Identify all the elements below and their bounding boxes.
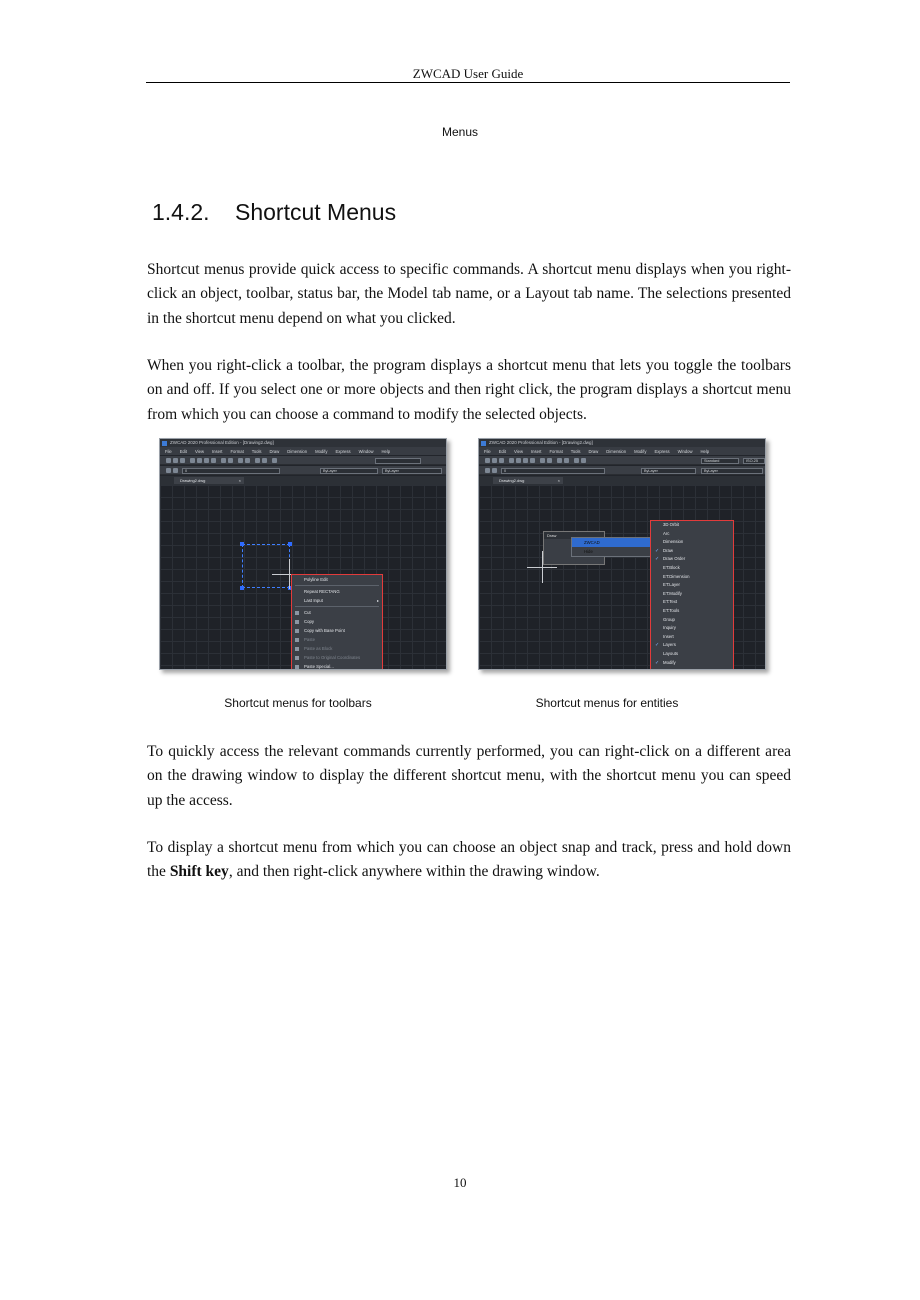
toolbar-toggle-label: Layouts xyxy=(663,650,679,656)
layer-manager-icon[interactable] xyxy=(166,468,171,473)
context-menu-item-label: Repeat RECTANG xyxy=(304,589,340,594)
text-style-combo[interactable] xyxy=(375,458,421,464)
grip[interactable] xyxy=(288,542,292,546)
document-tabs xyxy=(479,476,765,485)
menu-view[interactable]: View xyxy=(513,448,523,454)
context-menu-item[interactable] xyxy=(292,653,382,662)
context-menu-item[interactable] xyxy=(292,596,382,605)
close-icon[interactable]: × xyxy=(238,478,241,483)
toolbar-toggle-label: Insert xyxy=(663,633,674,639)
figure-caption-entities: Shortcut menus for entities xyxy=(535,696,679,710)
check-icon: ✓ xyxy=(655,556,660,563)
toolbar-toggle-item[interactable] xyxy=(651,590,733,599)
print-icon[interactable] xyxy=(509,458,514,463)
document-tabs xyxy=(160,476,446,485)
save-icon[interactable] xyxy=(499,458,504,463)
context-menu-item[interactable] xyxy=(292,608,382,617)
toolbar-toggle-item[interactable] xyxy=(651,547,733,556)
menu-draw[interactable]: Draw xyxy=(588,448,599,454)
context-menu-item-label: Cut xyxy=(304,610,311,615)
copy-icon[interactable] xyxy=(204,458,209,463)
redo-icon[interactable] xyxy=(547,458,552,463)
object-context-menu xyxy=(291,574,383,670)
section-title: Shortcut Menus xyxy=(235,199,397,225)
standard-toolbar xyxy=(160,456,446,465)
floating-toolbar-title: Draw xyxy=(544,532,604,539)
toolbar-list-menu xyxy=(650,520,734,670)
drawing-canvas[interactable] xyxy=(479,485,765,670)
menu-format[interactable]: Format xyxy=(230,448,244,454)
toolbar-toggle-item[interactable] xyxy=(651,624,733,633)
layer-toolbar xyxy=(479,466,765,475)
header-rule xyxy=(146,82,790,83)
toolbar-toggle-label: Arc xyxy=(663,530,670,536)
zoom-icon[interactable] xyxy=(564,458,569,463)
menu-file[interactable]: File xyxy=(165,448,172,454)
design-center-icon[interactable] xyxy=(581,458,586,463)
linetype-combo[interactable]: ByLayer xyxy=(701,468,763,474)
layer-state-icon[interactable] xyxy=(492,468,497,473)
toolbar-toggle-item[interactable] xyxy=(651,521,733,530)
design-center-icon[interactable] xyxy=(262,458,267,463)
zoom-icon[interactable] xyxy=(245,458,250,463)
cut-icon[interactable] xyxy=(516,458,521,463)
context-menu-item-label: Copy with Base Point xyxy=(304,628,345,633)
menu-view[interactable]: View xyxy=(194,448,204,454)
context-menu-item[interactable] xyxy=(292,575,382,584)
toolbar-toggle-item[interactable] xyxy=(651,573,733,582)
toolbar-toggle-label: ET:Dimension xyxy=(663,573,690,579)
drawing-canvas[interactable] xyxy=(160,485,446,670)
toolbar-toggle-item[interactable] xyxy=(651,616,733,625)
menu-file[interactable]: File xyxy=(484,448,491,454)
menu-format[interactable]: Format xyxy=(549,448,563,454)
menu-item-icon xyxy=(295,620,299,624)
menu-modify[interactable]: Modify xyxy=(634,448,647,454)
context-menu-item-label: Paste to Original Coordinates xyxy=(304,655,361,660)
paragraph-1: Shortcut menus provide quick access to specific commands. A shortcut menu displays when you right-click an object, toolbar, status bar, the Model tab name, or a Layout tab name. The selections presented in the shortcut menu depend on what you clicked. xyxy=(147,261,791,327)
print-icon[interactable] xyxy=(190,458,195,463)
page-number: 10 xyxy=(453,1175,467,1190)
menu-draw[interactable]: Draw xyxy=(269,448,280,454)
properties-icon[interactable] xyxy=(574,458,579,463)
context-menu-item-label: Copy xyxy=(304,619,315,624)
toolbar-toggle-label: Dimension xyxy=(663,539,684,545)
menu-separator xyxy=(295,585,379,586)
toolbar-toggle-label: ET:Layer xyxy=(663,582,680,588)
undo-icon[interactable] xyxy=(540,458,545,463)
toolbar-toggle-label: ET:Text xyxy=(663,599,678,605)
save-icon[interactable] xyxy=(180,458,185,463)
context-menu-item[interactable] xyxy=(292,644,382,653)
toolbar-toggle-item[interactable] xyxy=(651,581,733,590)
menu-bar xyxy=(479,447,765,455)
toolbar-toggle-label: Inquiry xyxy=(663,625,676,631)
section-number: 1.4.2. xyxy=(152,199,210,225)
context-menu-item[interactable] xyxy=(292,587,382,596)
paragraph-4 xyxy=(147,836,791,885)
toolbar-toggle-label: ET:Tools xyxy=(663,607,680,613)
pan-icon[interactable] xyxy=(557,458,562,463)
color-combo[interactable]: ByLayer xyxy=(320,468,378,474)
paragraph-2: When you right-click a toolbar, the program displays a shortcut menu that lets you toggle the toolbars on and off. If you select one or more objects and then right click, the program displays a shortcut menu from which you can choose a command to modify the selected objects. xyxy=(147,357,791,423)
menu-edit[interactable]: Edit xyxy=(179,448,187,454)
context-menu-item[interactable] xyxy=(292,626,382,635)
submenu-item[interactable] xyxy=(572,538,650,547)
linetype-combo[interactable]: ByLayer xyxy=(382,468,442,474)
window-title-bar xyxy=(160,439,446,447)
menu-item-icon xyxy=(295,638,299,642)
copy-icon[interactable] xyxy=(523,458,528,463)
menu-item-icon xyxy=(295,656,299,660)
toolbar-toggle-item[interactable] xyxy=(651,555,733,564)
context-menu-item-label: Paste as Block xyxy=(304,646,333,651)
app-logo-icon xyxy=(481,441,486,446)
submenu-arrow-icon: ▸ xyxy=(376,598,379,603)
dim-style-combo[interactable]: ISO-25 xyxy=(743,458,765,464)
menu-window[interactable]: Window xyxy=(677,448,693,454)
context-menu-item-label: Paste xyxy=(304,637,315,642)
menu-edit[interactable]: Edit xyxy=(498,448,506,454)
menu-modify[interactable]: Modify xyxy=(315,448,328,454)
section-heading xyxy=(152,199,396,226)
toolbar-toggle-label: Draw Order xyxy=(663,556,686,562)
menu-dimension[interactable]: Dimension xyxy=(287,448,308,454)
menu-bar xyxy=(160,447,446,455)
tab-drawing2[interactable] xyxy=(174,477,244,484)
toolbar-toggle-item[interactable] xyxy=(651,633,733,642)
open-icon[interactable] xyxy=(492,458,497,463)
figure-toolbar-shortcut-menu xyxy=(159,438,447,670)
selected-rectangle[interactable] xyxy=(242,544,290,588)
layer-combo[interactable]: 0 xyxy=(501,468,605,474)
toolbar-toggle-item[interactable] xyxy=(651,564,733,573)
menu-window[interactable]: Window xyxy=(358,448,374,454)
toolbar-toggle-label: Draw xyxy=(663,547,674,553)
context-menu-item-label: Last Input xyxy=(304,598,323,603)
new-icon[interactable] xyxy=(485,458,490,463)
check-icon: ✓ xyxy=(655,642,660,649)
undo-icon[interactable] xyxy=(221,458,226,463)
check-icon: ✓ xyxy=(655,547,660,554)
crosshair xyxy=(289,559,290,589)
menu-insert[interactable]: Insert xyxy=(530,448,542,454)
menu-tools[interactable]: Tools xyxy=(251,448,262,454)
toolbar-toggle-item[interactable] xyxy=(651,607,733,616)
figure-caption-toolbars: Shortcut menus for toolbars xyxy=(224,696,372,710)
toolbar-toggle-label: Group xyxy=(663,616,675,622)
standard-toolbar xyxy=(479,456,765,465)
menu-tools[interactable]: Tools xyxy=(570,448,581,454)
toolbar-submenu xyxy=(571,537,651,557)
toolbar-toggle-label: Modify xyxy=(663,659,676,665)
toolbar-toggle-item[interactable] xyxy=(651,641,733,650)
submenu-item-label: Hide xyxy=(584,549,593,554)
app-logo-icon xyxy=(162,441,167,446)
context-menu-item-label: Paste Special... xyxy=(304,664,334,669)
tab-drawing2[interactable] xyxy=(493,477,563,484)
color-combo[interactable]: ByLayer xyxy=(641,468,696,474)
window-title-bar xyxy=(479,439,765,447)
layer-state-icon[interactable] xyxy=(173,468,178,473)
grip[interactable] xyxy=(240,586,244,590)
paragraph-4-text-end: , and then right-click anywhere within the drawing window. xyxy=(228,863,600,881)
paste-icon[interactable] xyxy=(530,458,535,463)
toolbar-toggle-item[interactable] xyxy=(651,659,733,668)
window-title: ZWCAD 2020 Professional Edition - [Drawing2.dwg] xyxy=(489,440,593,445)
figure-entity-shortcut-menu xyxy=(478,438,766,670)
submenu-item[interactable] xyxy=(572,547,650,556)
menu-express[interactable]: Express xyxy=(335,448,351,454)
shift-key-emphasis: Shift key xyxy=(169,863,229,881)
doc-tab-label: Drawing2.dwg xyxy=(180,478,206,483)
properties-icon[interactable] xyxy=(255,458,260,463)
menu-insert[interactable]: Insert xyxy=(211,448,223,454)
toolbar-toggle-label: ET:Block xyxy=(663,564,680,570)
doc-tab-label: Drawing2.dwg xyxy=(499,478,525,483)
toolbar-toggle-item[interactable] xyxy=(651,530,733,539)
toolbar-toggle-label: Layers xyxy=(663,642,676,648)
menu-item-icon xyxy=(295,611,299,615)
toolbar-toggle-item[interactable] xyxy=(651,538,733,547)
redo-icon[interactable] xyxy=(228,458,233,463)
paragraph-3: To quickly access the relevant commands currently performed, you can right-click on a different area on the drawing window to display the different shortcut menu, with the shortcut menu you can speed up the access. xyxy=(147,743,791,809)
running-header: ZWCAD User Guide xyxy=(412,66,524,81)
text-style-combo[interactable]: Standard xyxy=(701,458,739,464)
open-icon[interactable] xyxy=(173,458,178,463)
grip[interactable] xyxy=(240,542,244,546)
toolbar-toggle-item[interactable] xyxy=(651,598,733,607)
layer-toolbar xyxy=(160,466,446,475)
context-menu-item[interactable] xyxy=(292,662,382,670)
section-label: Menus xyxy=(441,125,479,139)
context-menu-item[interactable] xyxy=(292,617,382,626)
submenu-item-label: ZWCAD xyxy=(584,540,600,545)
toolbar-toggle-label: ET:Modify xyxy=(663,590,682,596)
menu-item-icon xyxy=(295,647,299,651)
menu-help[interactable]: Help xyxy=(700,448,710,454)
window-title: ZWCAD 2020 Professional Edition - [Drawing2.dwg] xyxy=(170,440,274,445)
layer-combo[interactable]: 0 xyxy=(182,468,280,474)
menu-dimension[interactable]: Dimension xyxy=(606,448,627,454)
menu-item-icon xyxy=(295,665,299,669)
paste-icon[interactable] xyxy=(211,458,216,463)
menu-item-icon xyxy=(295,629,299,633)
menu-help[interactable]: Help xyxy=(381,448,391,454)
help-icon[interactable] xyxy=(272,458,277,463)
pan-icon[interactable] xyxy=(238,458,243,463)
layer-manager-icon[interactable] xyxy=(485,468,490,473)
toolbar-toggle-label: 3D Orbit xyxy=(663,522,679,527)
menu-express[interactable]: Express xyxy=(654,448,670,454)
menu-separator xyxy=(295,606,379,607)
cut-icon[interactable] xyxy=(197,458,202,463)
new-icon[interactable] xyxy=(166,458,171,463)
context-menu-item[interactable] xyxy=(292,635,382,644)
context-menu-item-label: Polyline Edit xyxy=(304,577,328,582)
toolbar-toggle-item[interactable] xyxy=(651,650,733,659)
close-icon[interactable]: × xyxy=(557,478,560,483)
paragraph-4-text: To display a shortcut menu from which you can choose an object snap and track, press and hold down the xyxy=(147,839,791,881)
check-icon: ✓ xyxy=(655,659,660,666)
